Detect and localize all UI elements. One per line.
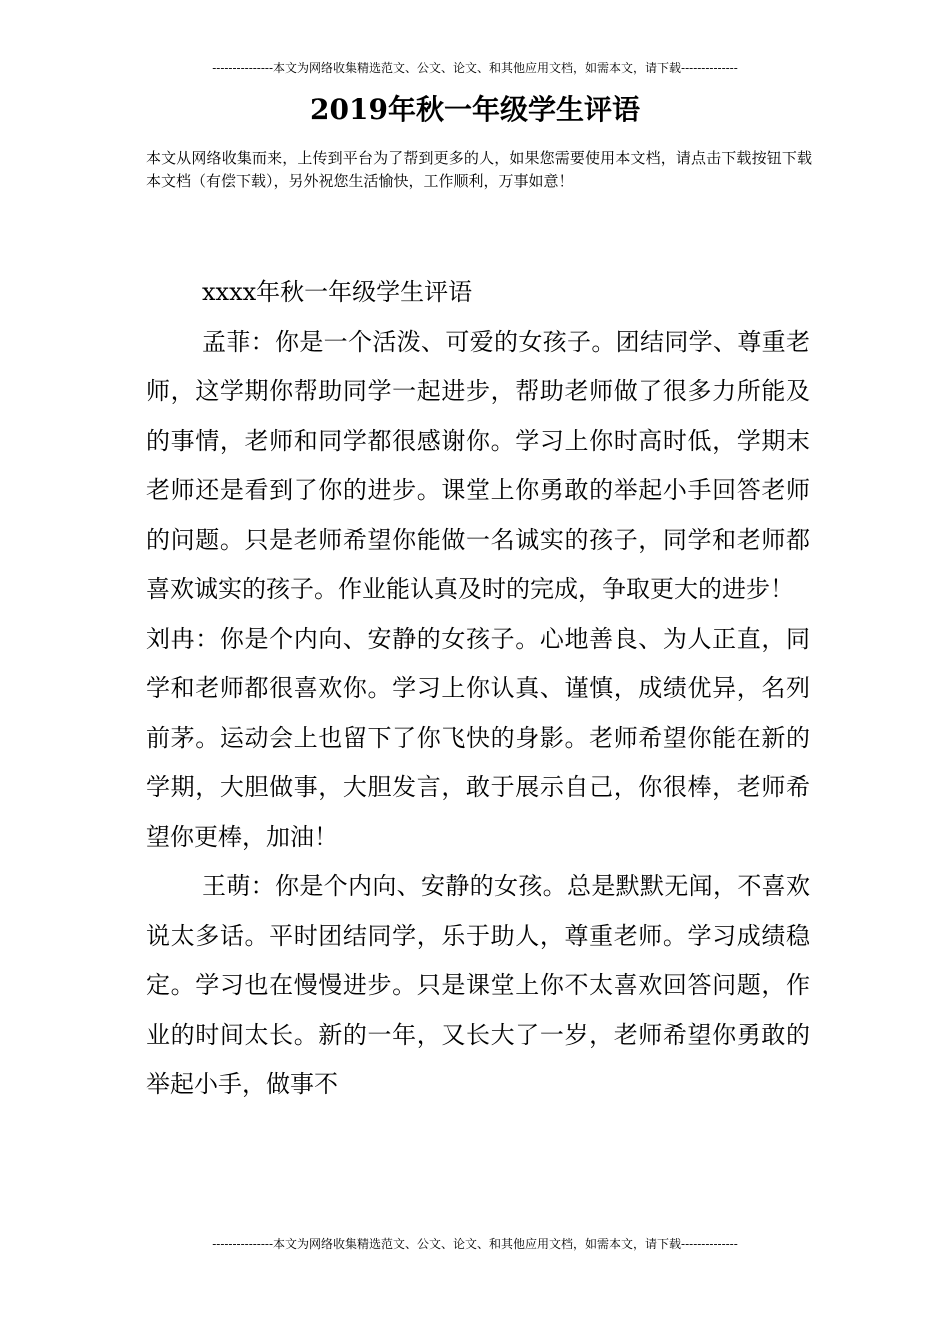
document-title: 2019年秋一年级学生评语 xyxy=(310,93,640,126)
page-footer-banner: ---------------本文为网络收集精选范文、公文、论文、和其他应用文档，如需本文，请下载-------------- xyxy=(212,1237,738,1251)
comment-paragraph-wangmeng: 王萌：你是个内向、安静的女孩。总是默默无闻，不喜欢说太多话。平时团结同学，乐于助人，尊重老师。学习成绩稳定。学习也在慢慢进步。只是课堂上你不太喜欢回答问题，作业的时间太长。新的一年，又长大了一岁，老师希望你勇敢的举起小手，做事不 xyxy=(146,872,810,1098)
download-disclaimer: 本文从网络收集而来，上传到平台为了帮到更多的人，如果您需要使用本文档，请点击下载按钮下载本文档（有偿下载），另外祝您生活愉快，工作顺利，万事如意！ xyxy=(146,149,812,190)
comment-paragraph-liuran: 刘冉：你是个内向、安静的女孩子。心地善良、为人正直，同学和老师都很喜欢你。学习上你认真、谨慎，成绩优异，名列前茅。运动会上也留下了你飞快的身影。老师希望你能在新的学期，大胆做事，大胆发言，敢于展示自己，你很棒，老师希望你更棒，加油！ xyxy=(146,624,810,851)
document-subtitle: xxxx年秋一年级学生评语 xyxy=(202,278,473,306)
comment-paragraph-mengfei: 孟菲：你是一个活泼、可爱的女孩子。团结同学、尊重老师，这学期你帮助同学一起进步，帮助老师做了很多力所能及的事情，老师和同学都很感谢你。学习上你时高时低，学期末老师还是看到了你的进步。课堂上你勇敢的举起小手回答老师的问题。只是老师希望你能做一名诚实的孩子，同学和老师都喜欢诚实的孩子。作业能认真及时的完成，争取更大的进步！ xyxy=(146,327,810,603)
document-body xyxy=(146,268,810,1110)
page-header-banner: ---------------本文为网络收集精选范文、公文、论文、和其他应用文档，如需本文，请下载-------------- xyxy=(212,61,738,75)
